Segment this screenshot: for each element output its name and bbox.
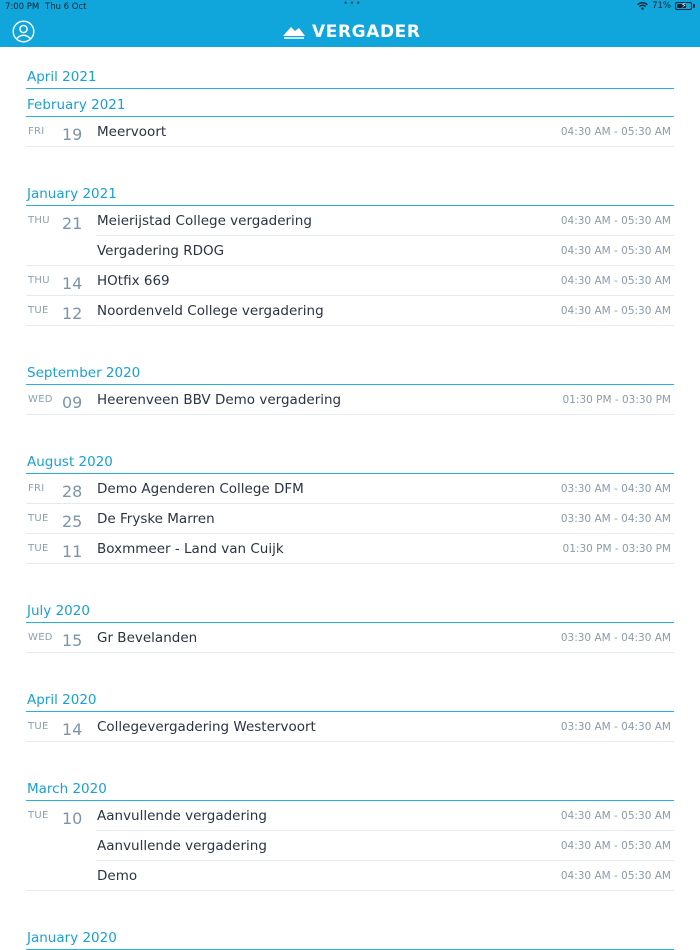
meeting-weekday: TUE <box>28 513 49 524</box>
meeting-time: 04:30 AM - 05:30 AM <box>560 245 671 257</box>
meeting-title: Demo Agenderen College DFM <box>97 481 304 497</box>
meeting-time: 03:30 AM - 04:30 AM <box>560 632 671 644</box>
meeting-time: 04:30 AM - 05:30 AM <box>560 840 671 852</box>
month-spacer <box>26 653 674 689</box>
meeting-time: 01:30 PM - 03:30 PM <box>562 394 671 406</box>
meeting-weekday: WED <box>28 394 53 405</box>
meeting-weekday: TUE <box>28 810 49 821</box>
meeting-title: Noordenveld College vergadering <box>97 303 324 319</box>
meeting-time: 03:30 AM - 04:30 AM <box>560 513 671 525</box>
meeting-list <box>26 66 674 950</box>
month-spacer <box>26 742 674 778</box>
row-divider <box>26 325 674 326</box>
meeting-weekday: WED <box>28 632 53 643</box>
meeting-day: 11 <box>62 542 83 561</box>
meeting-title: Heerenveen BBV Demo vergadering <box>97 392 342 408</box>
brand-name: VERGADER <box>312 22 421 42</box>
status-time: 7:00 PM <box>5 2 40 12</box>
meeting-row[interactable] <box>26 712 674 742</box>
month-section <box>26 600 674 653</box>
meeting-row[interactable] <box>26 117 674 147</box>
month-heading: January 2020 <box>26 927 674 950</box>
month-section <box>26 689 674 742</box>
meeting-time: 04:30 AM - 05:30 AM <box>560 810 671 822</box>
meeting-row[interactable] <box>26 831 674 861</box>
status-bar <box>0 0 700 13</box>
wifi-icon <box>637 2 648 10</box>
month-heading: August 2020 <box>26 451 674 474</box>
meeting-weekday: TUE <box>28 543 49 554</box>
month-heading: April 2020 <box>26 689 674 712</box>
meeting-title: Demo <box>97 868 138 884</box>
meeting-row[interactable] <box>26 266 674 296</box>
meeting-day: 28 <box>62 482 83 501</box>
meeting-row[interactable] <box>26 236 674 266</box>
month-section <box>26 94 674 147</box>
meeting-weekday: TUE <box>28 305 49 316</box>
month-section <box>26 927 674 950</box>
meeting-time: 04:30 AM - 05:30 AM <box>560 275 671 287</box>
meeting-time: 04:30 AM - 05:30 AM <box>560 305 671 317</box>
month-heading: January 2021 <box>26 183 674 206</box>
meeting-title: Aanvullende vergadering <box>97 838 267 854</box>
meeting-day: 19 <box>62 125 83 144</box>
month-spacer <box>26 147 674 183</box>
meeting-day: 14 <box>62 720 83 739</box>
meeting-day: 21 <box>62 214 83 233</box>
meeting-time: 03:30 AM - 04:30 AM <box>560 721 671 733</box>
meeting-row[interactable] <box>26 623 674 653</box>
meeting-time: 04:30 AM - 05:30 AM <box>560 215 671 227</box>
meeting-day: 09 <box>62 393 83 412</box>
meeting-title: Gr Bevelanden <box>97 630 198 646</box>
month-heading: March 2020 <box>26 778 674 801</box>
meeting-row[interactable] <box>26 474 674 504</box>
charging-bolt-icon: ⚡ <box>681 1 687 10</box>
meeting-time: 04:30 AM - 05:30 AM <box>560 126 671 138</box>
meeting-title: Meierijstad College vergadering <box>97 213 312 229</box>
multitasking-dots-icon[interactable]: ••• <box>343 0 362 9</box>
month-section <box>26 362 674 415</box>
meeting-title: De Fryske Marren <box>97 511 215 527</box>
meeting-title: Collegevergadering Westervoort <box>97 719 316 735</box>
month-spacer <box>26 891 674 927</box>
user-circle-icon[interactable] <box>12 20 35 43</box>
meeting-day: 10 <box>62 809 83 828</box>
row-divider <box>26 890 674 891</box>
brand-logo <box>282 19 421 45</box>
meeting-title: Vergadering RDOG <box>97 243 225 259</box>
month-heading: September 2020 <box>26 362 674 385</box>
month-heading: April 2021 <box>26 66 674 89</box>
row-divider <box>26 741 674 742</box>
status-right <box>637 1 695 11</box>
month-section <box>26 451 674 564</box>
meeting-row[interactable] <box>26 504 674 534</box>
meeting-row[interactable] <box>26 385 674 415</box>
meeting-title: Aanvullende vergadering <box>97 808 267 824</box>
month-spacer <box>26 415 674 451</box>
month-section <box>26 66 674 89</box>
row-divider <box>26 146 674 147</box>
row-divider <box>26 652 674 653</box>
meeting-title: Boxmmeer - Land van Cuijk <box>97 541 284 557</box>
meeting-time: 04:30 AM - 05:30 AM <box>560 870 671 882</box>
meeting-weekday: FRI <box>28 126 45 137</box>
meeting-title: Meervoort <box>97 124 167 140</box>
month-section <box>26 183 674 326</box>
meeting-weekday: THU <box>28 215 50 226</box>
meeting-row[interactable] <box>26 861 674 891</box>
vergader-logo-icon <box>282 24 306 40</box>
meeting-title: HOtfix 669 <box>97 273 170 289</box>
month-spacer <box>26 564 674 600</box>
meeting-day: 12 <box>62 304 83 323</box>
month-heading: February 2021 <box>26 94 674 117</box>
meeting-time: 01:30 PM - 03:30 PM <box>562 543 671 555</box>
meeting-day: 25 <box>62 512 83 531</box>
month-spacer <box>26 326 674 362</box>
app-header <box>0 0 700 47</box>
row-divider <box>26 414 674 415</box>
meeting-row[interactable] <box>26 296 674 326</box>
meeting-day: 15 <box>62 631 83 650</box>
row-divider <box>26 563 674 564</box>
status-date: Thu 6 Oct <box>45 2 87 12</box>
battery-percent: 71% <box>652 1 671 11</box>
meeting-row[interactable] <box>26 801 674 831</box>
meeting-weekday: THU <box>28 275 50 286</box>
battery-tip <box>693 4 695 8</box>
meeting-day: 14 <box>62 274 83 293</box>
meeting-time: 03:30 AM - 04:30 AM <box>560 483 671 495</box>
battery-charging-icon <box>675 2 692 10</box>
month-heading: July 2020 <box>26 600 674 623</box>
meeting-weekday: FRI <box>28 483 45 494</box>
meeting-weekday: TUE <box>28 721 49 732</box>
month-section <box>26 778 674 891</box>
meeting-row[interactable] <box>26 206 674 236</box>
meeting-row[interactable] <box>26 534 674 564</box>
